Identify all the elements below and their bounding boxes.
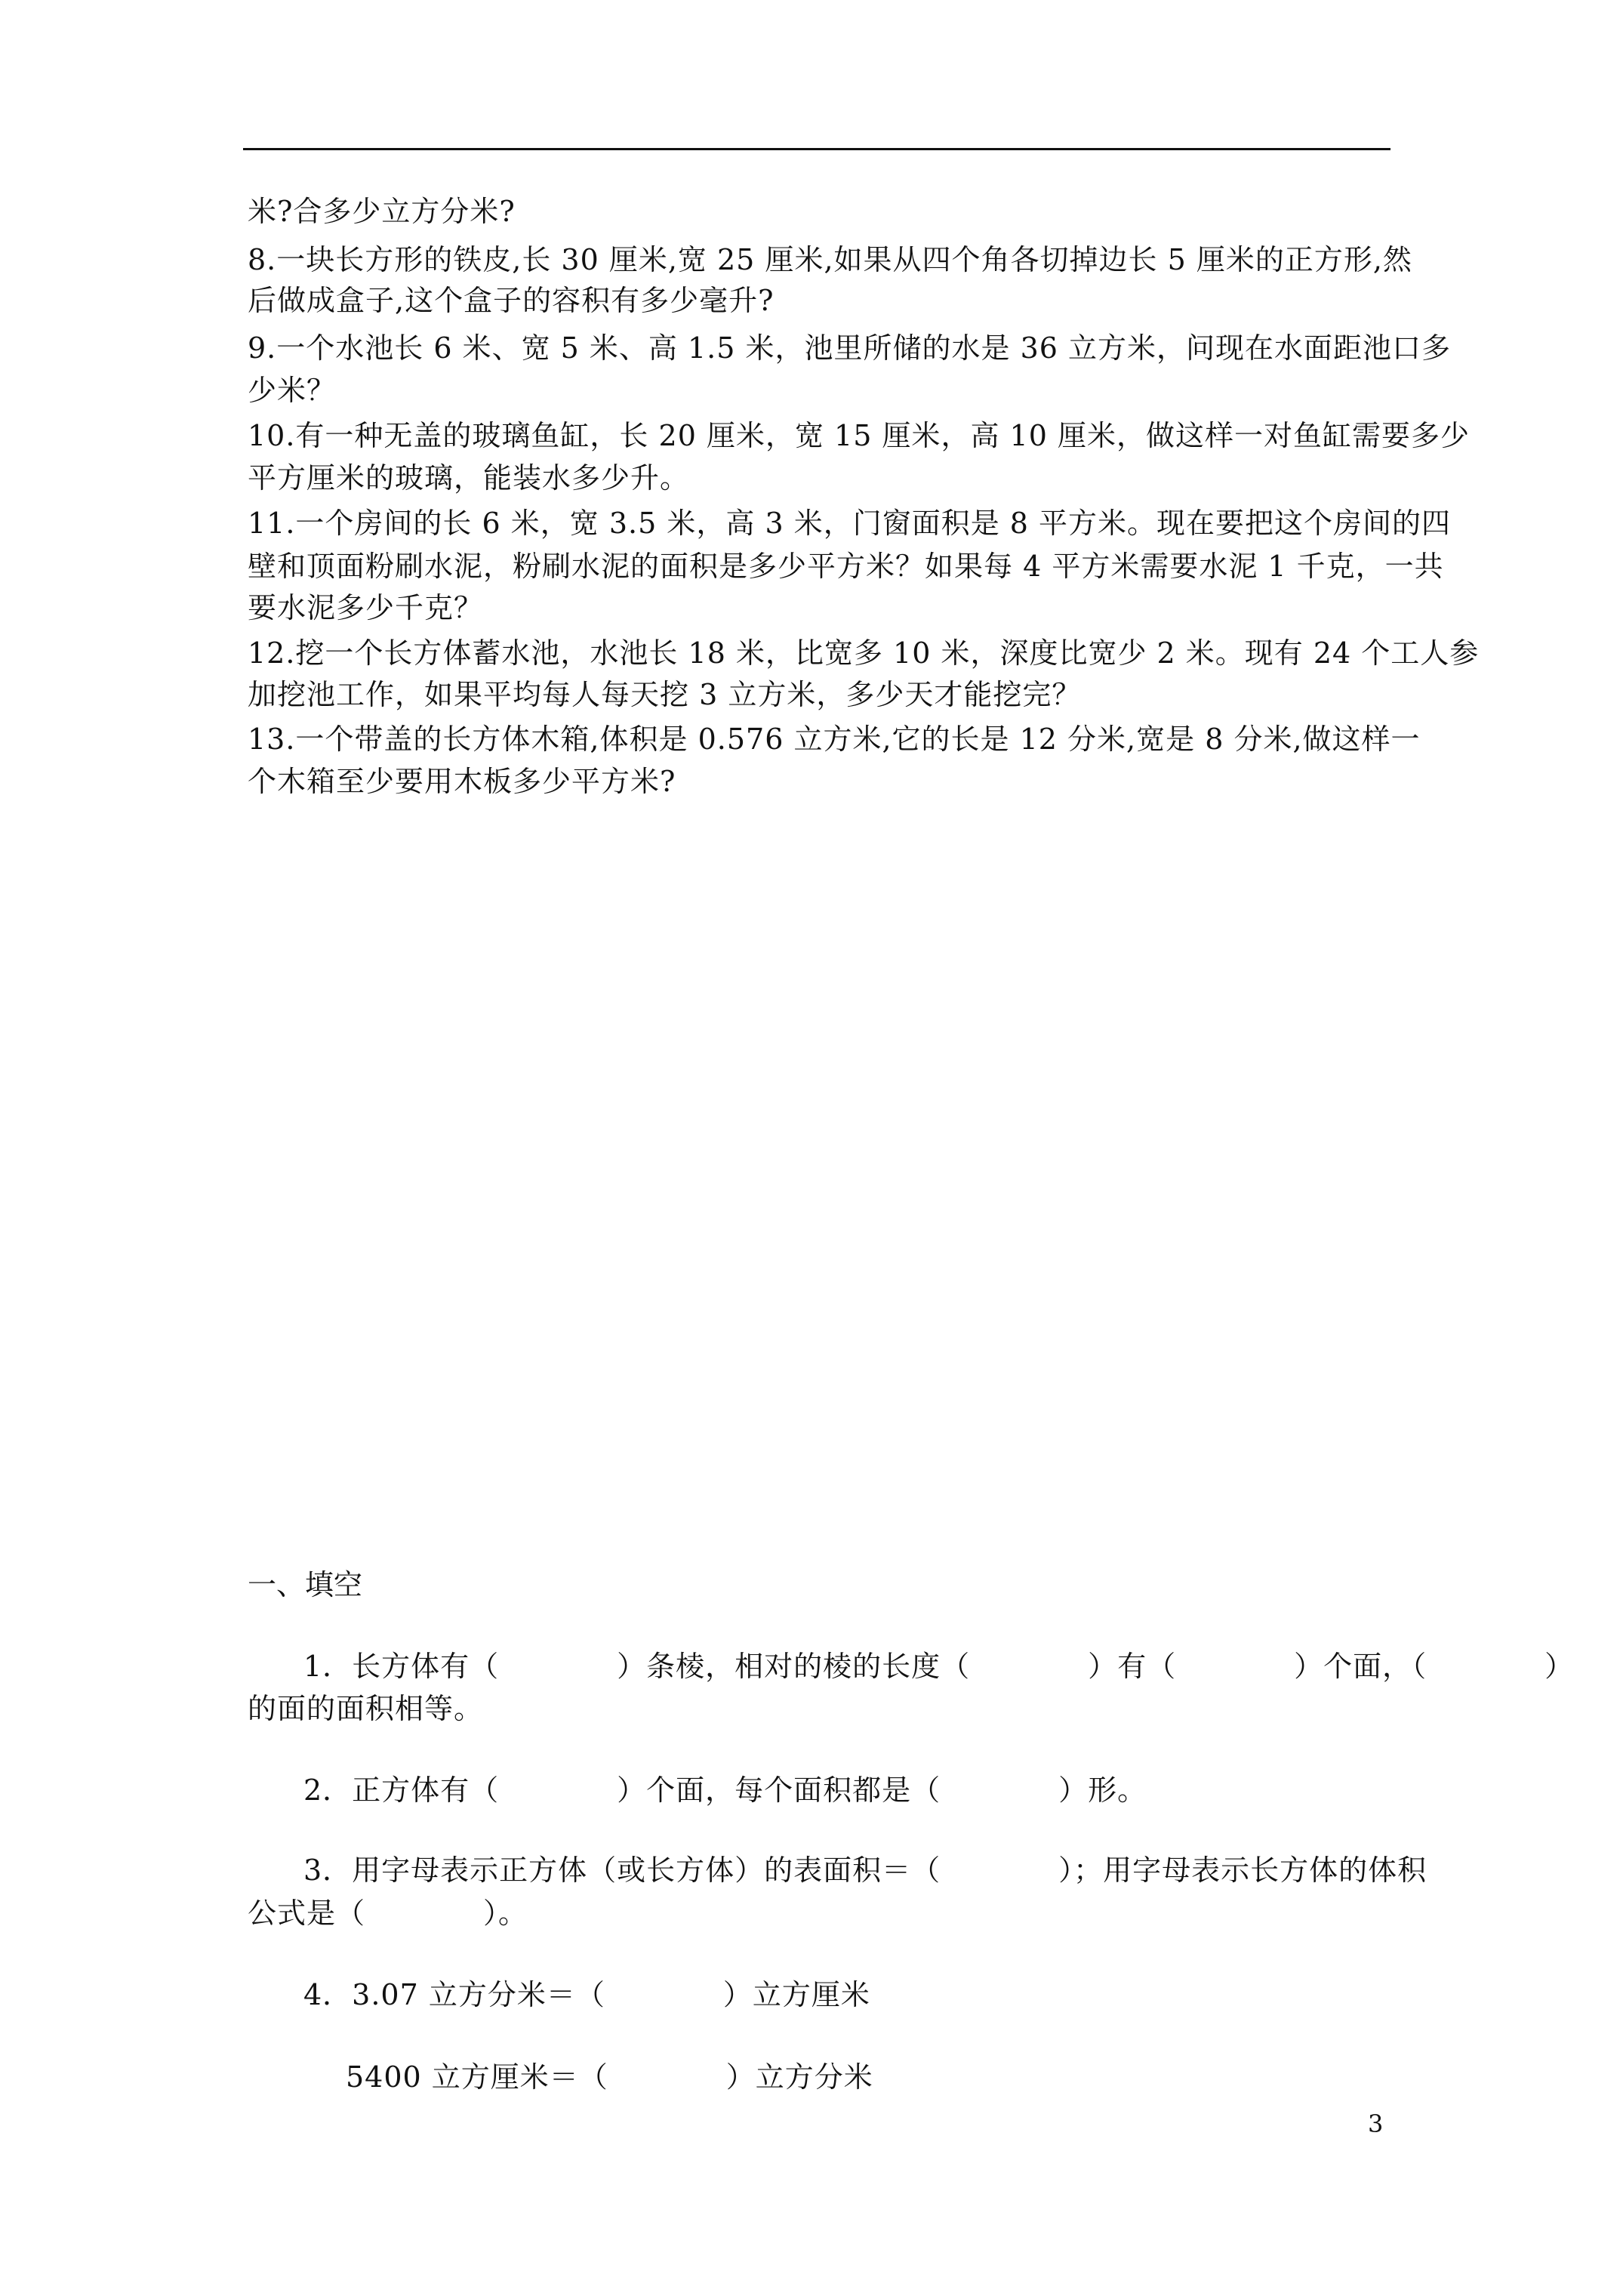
problem-11-line-2: 壁和顶面粉刷水泥，粉刷水泥的面积是多少平方米？如果每 4 平方米需要水泥 1 千克，一共 <box>248 550 1444 583</box>
problem-11-line-1: 11.一个房间的长 6 米，宽 3.5 米，高 3 米，门窗面积是 8 平方米。现在要把这个房间的四 <box>248 507 1452 540</box>
problem-12-line-1: 12.挖一个长方体蓄水池，水池长 18 米，比宽多 10 米，深度比宽少 2 米。现有 24 个工人参 <box>248 636 1480 670</box>
problem-9-line-2: 少米？ <box>248 374 337 407</box>
fill-blank-q1-line-1: 1．长方体有（ ）条棱，相对的棱的长度（ ）有（ ）个面，（ ） <box>303 1650 1575 1683</box>
fill-blank-q3-line-2: 公式是（ ）。 <box>248 1897 528 1930</box>
problem-10-line-2: 平方厘米的玻璃，能装水多少升。 <box>248 461 690 495</box>
fill-blank-section-title: 一、填空 <box>248 1568 363 1601</box>
fill-blank-q2: 2．正方体有（ ）个面，每个面积都是（ ）形。 <box>303 1774 1147 1807</box>
problem-13-line-2: 个木箱至少要用木板多少平方米? <box>248 765 676 798</box>
problem-9-line-1: 9.一个水池长 6 米、宽 5 米、高 1.5 米，池里所储的水是 36 立方米，问现在水面距池口多 <box>248 331 1452 365</box>
problem-13-line-1: 13.一个带盖的长方体木箱,体积是 0.576 立方米,它的长是 12 分米,宽是 8 分米,做这样一 <box>248 723 1421 756</box>
problem-11-line-3: 要水泥多少千克？ <box>248 591 484 624</box>
header-rule <box>243 148 1390 150</box>
problem-10-line-1: 10.有一种无盖的玻璃鱼缸，长 20 厘米，宽 15 厘米，高 10 厘米，做这样一对鱼缸需要多少 <box>248 419 1470 452</box>
problem-8-line-1: 8.一块长方形的铁皮,长 30 厘米,宽 25 厘米,如果从四个角各切掉边长 5 厘米的正方形,然 <box>248 243 1412 276</box>
page-number: 3 <box>1368 2110 1384 2138</box>
fill-blank-q4-line-2: 5400 立方厘米＝（ ）立方分米 <box>346 2060 873 2094</box>
problem-text-line: 米?合多少立方分米? <box>248 195 516 228</box>
fill-blank-q4-line-1: 4．3.07 立方分米＝（ ）立方厘米 <box>303 1978 870 2011</box>
problem-12-line-2: 加挖池工作，如果平均每人每天挖 3 立方米，多少天才能挖完？ <box>248 678 1082 711</box>
fill-blank-q3-line-1: 3．用字母表示正方体（或长方体）的表面积＝（ ）；用字母表示长方体的体积 <box>303 1854 1427 1887</box>
problem-8-line-2: 后做成盒子,这个盒子的容积有多少毫升? <box>248 284 775 317</box>
fill-blank-q1-line-2: 的面的面积相等。 <box>248 1692 484 1725</box>
